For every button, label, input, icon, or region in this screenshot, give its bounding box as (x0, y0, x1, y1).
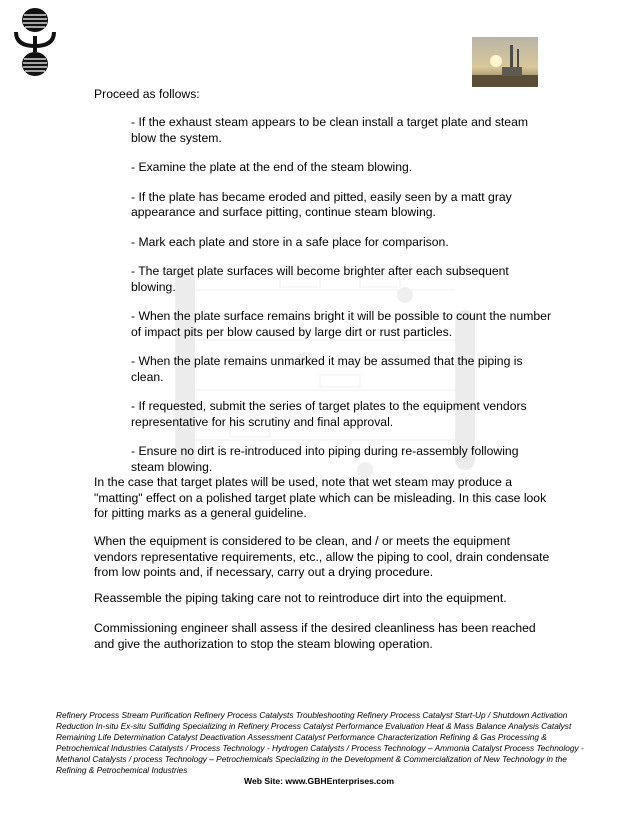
gbh-logo-icon (12, 6, 58, 78)
website-link[interactable]: Web Site: www.GBHEnterprises.com (244, 776, 394, 786)
paragraph-drying: When the equipment is considered to be clean, and / or meets the equipment vendors representative requirements, etc., allow the piping to cool, drain condensate from low points and, if necessary, carry out a drying procedure. (94, 534, 550, 579)
paragraph-matting: In the case that target plates will be used, note that wet steam may produce a "matting" effect on a polished target plate which can be misleading. In this case look for pitting marks as a general guideline. (94, 475, 547, 520)
list-item: - The target plate surfaces will become brighter after each subsequent blowing. (131, 264, 509, 294)
list-item: - When the plate surface remains bright it will be possible to count the number of impact pits per blow caused by large dirt or rust particles. (131, 309, 552, 339)
steps-list (131, 115, 551, 489)
refinery-photo-icon (472, 37, 538, 87)
paragraph-authorization: Commissioning engineer shall assess if the desired cleanliness has been reached and give the authorization to stop the steam blowing operation. (94, 621, 536, 651)
list-item: - Mark each plate and store in a safe place for comparison. (131, 234, 449, 249)
list-item: - When the plate remains unmarked it may be assumed that the piping is clean. (131, 354, 523, 384)
intro-text: Proceed as follows: (94, 87, 200, 101)
list-item: - If the plate has became eroded and pitted, easily seen by a matt gray appearance and surface pitting, continue steam blowing. (131, 189, 512, 219)
list-item: - Ensure no dirt is re-introduced into piping during re-assembly following steam blowing. (131, 444, 519, 474)
list-item: - If the exhaust steam appears to be clean install a target plate and steam blow the system. (131, 115, 529, 145)
list-item: - If requested, submit the series of target plates to the equipment vendors representative for his scrutiny and final approval. (131, 399, 527, 429)
footer-text: Refinery Process Stream Purification Refinery Process Catalysts Troubleshooting Refinery Process Catalyst Start-Up / Shutdown Activation Reduction In-situ Ex-situ Sulfiding Specializing in Refinery Process Catalyst Performance Evaluation Heat & Mass Balance Analysis Catalyst Remaining Life Determination Catalyst Deactivation Assessment Catalyst Performance Characterization Refining & Gas Processing & Petrochemical Industries Catalysts / Process Technology - Hydrogen Catalysts / Process Technology – Ammonia Catalyst Process Technology - Methanol Catalysts / process Technology – Petrochemicals Specializing in the Development & Commercialization of New Technology in the Refining & Petrochemical Industries (56, 710, 584, 775)
paragraph-reassemble: Reassemble the piping taking care not to reintroduce dirt into the equipment. (94, 591, 507, 605)
list-item: - Examine the plate at the end of the steam blowing. (131, 160, 413, 174)
